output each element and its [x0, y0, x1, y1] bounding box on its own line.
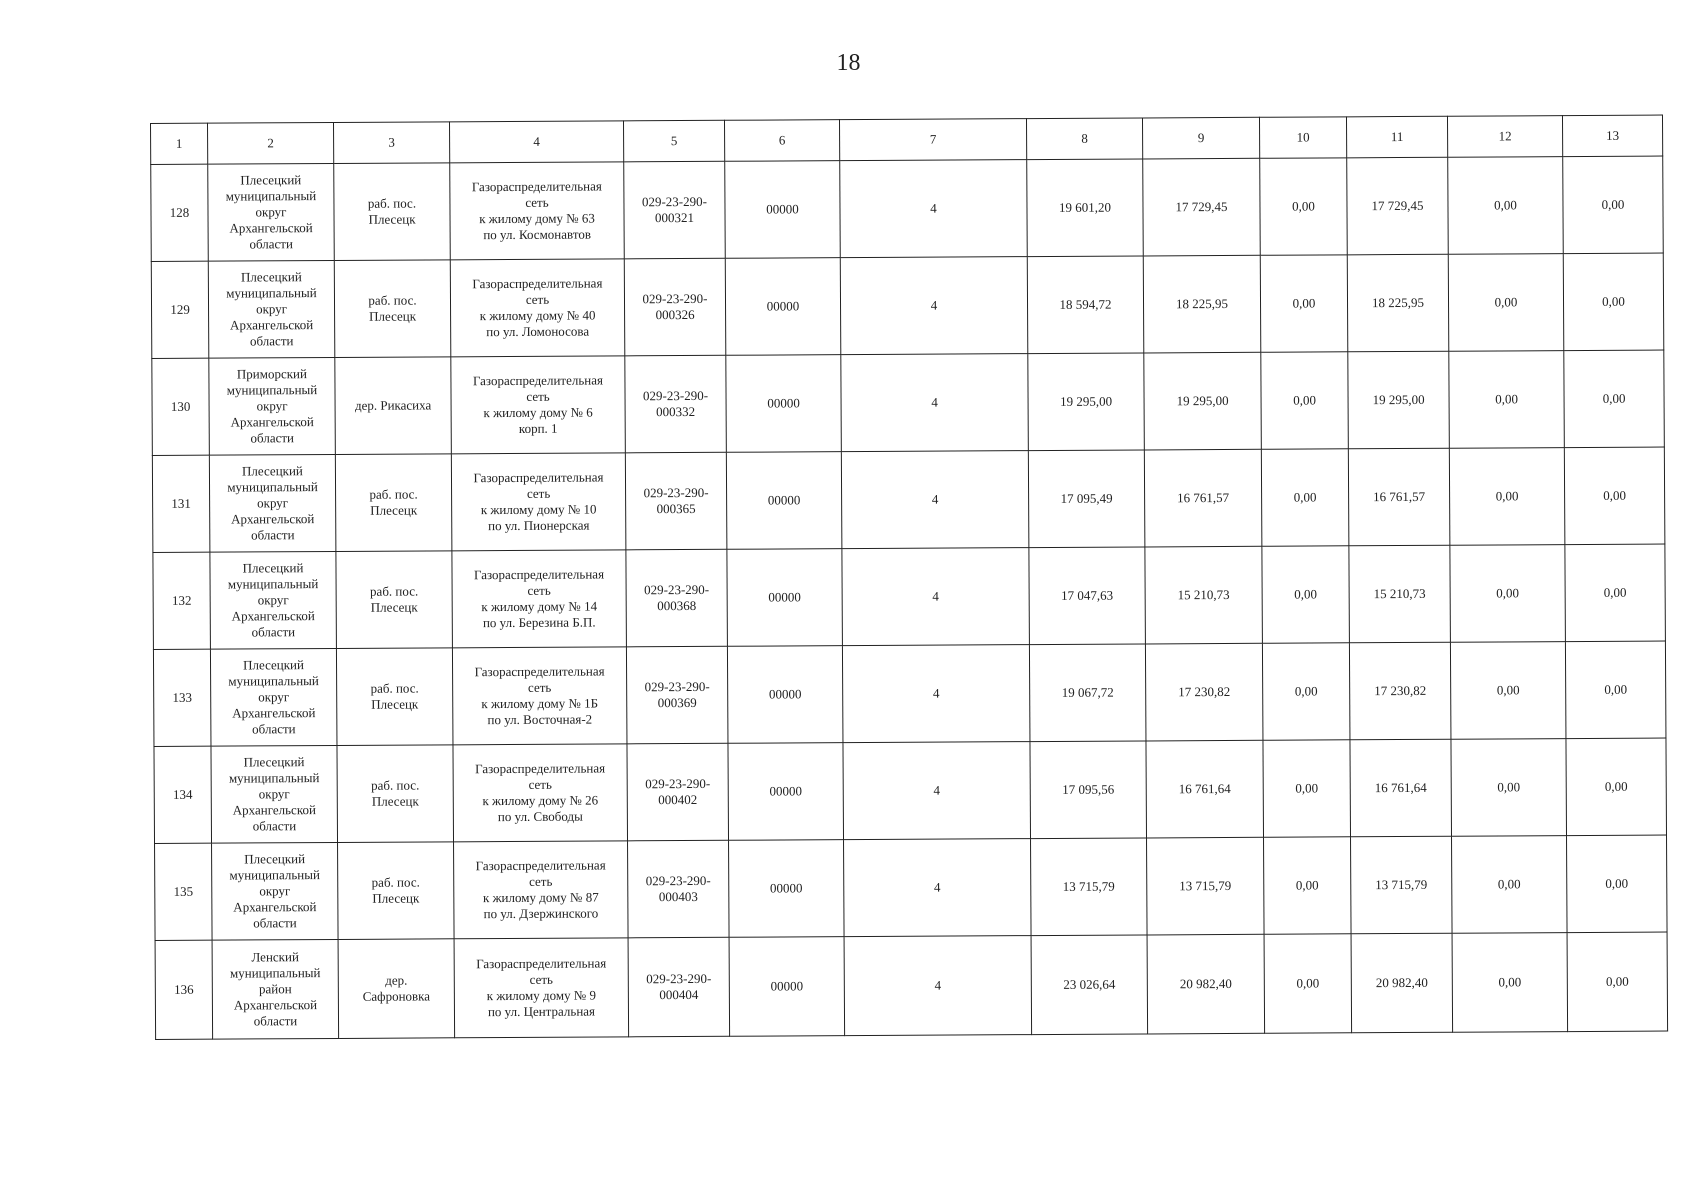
cell-object	[451, 453, 626, 551]
cell-object-line: к жилому дому № 26	[482, 792, 599, 809]
cell-value-10: 0,00	[1264, 934, 1352, 1033]
cell-object-line: Газораспределительная	[476, 955, 607, 972]
cell-value-10: 0,00	[1263, 740, 1351, 837]
cell-cadastral-line: 000368	[657, 597, 697, 614]
cell-object-line: сеть	[525, 194, 549, 210]
column-header: 12	[1447, 116, 1562, 158]
cell-municipality-line: Архангельской	[233, 997, 318, 1013]
cell-settlement-line: Плесецк	[369, 308, 417, 324]
cell-municipality-line: муниципальный	[227, 576, 319, 592]
cell-municipality	[210, 648, 337, 746]
column-header: 1	[151, 123, 208, 164]
column-header: 2	[208, 122, 334, 164]
cell-value-10: 0,00	[1262, 643, 1350, 740]
cell-value-12: 0,00	[1451, 739, 1567, 837]
cell-cadastral	[626, 646, 728, 744]
cell-municipality-line: Плесецкий	[243, 754, 305, 770]
cell-value-12: 0,00	[1450, 642, 1566, 740]
cell-settlement-line: Плесецк	[370, 502, 418, 518]
cell-settlement-line: раб. пос.	[371, 874, 420, 890]
cell-code: 00000	[727, 646, 843, 744]
cell-cadastral-line: 029-23-290-	[644, 678, 710, 695]
cell-municipality-line: Архангельской	[233, 899, 317, 915]
cell-value-12: 0,00	[1449, 351, 1565, 449]
cell-settlement	[338, 842, 455, 940]
cell-settlement	[337, 745, 454, 843]
cell-value-9: 15 210,73	[1145, 546, 1263, 644]
table-row	[153, 641, 1666, 746]
cell-settlement-line: раб. пос.	[371, 777, 420, 793]
cell-row-number: 131	[152, 455, 210, 552]
cell-row-number: 135	[155, 843, 213, 940]
cell-municipality-line: Архангельской	[231, 608, 315, 624]
cell-object	[453, 744, 628, 842]
cell-settlement	[334, 163, 451, 261]
cell-value-12: 0,00	[1450, 545, 1566, 643]
cell-municipality-line: области	[252, 818, 297, 834]
cell-value-11: 16 761,64	[1350, 739, 1452, 837]
cell-object-line: сеть	[527, 582, 551, 598]
cell-value-8: 19 295,00	[1028, 353, 1145, 451]
cell-row-number: 132	[153, 552, 211, 649]
cell-municipality-line: муниципальный	[226, 285, 317, 301]
cell-value-8: 13 715,79	[1031, 838, 1148, 936]
cell-municipality-line: Архангельской	[232, 802, 316, 818]
table-row	[152, 350, 1665, 455]
cell-municipality-line: округ	[259, 883, 291, 899]
cell-value-12: 0,00	[1452, 933, 1568, 1033]
cell-cadastral-line: 000321	[654, 209, 695, 226]
cell-object-line: к жилому дому № 63	[479, 210, 595, 227]
cell-municipality-line: области	[253, 1013, 298, 1029]
cell-row-number: 130	[152, 358, 210, 455]
cell-municipality-line: области	[251, 624, 296, 640]
cell-object-line: к жилому дому № 9	[486, 987, 597, 1004]
cell-object-line: по ул. Центральная	[487, 1003, 596, 1020]
cell-code: 00000	[725, 258, 841, 356]
table-row	[153, 544, 1666, 649]
cell-municipality-line: Плесецкий	[242, 560, 304, 576]
cell-object-line: Газораспределительная	[472, 275, 603, 292]
cell-code: 00000	[729, 840, 845, 938]
cell-object-line: по ул. Восточная-2	[487, 711, 593, 728]
cell-class: 4	[842, 645, 1030, 743]
cell-object-line: к жилому дому № 14	[481, 598, 598, 615]
cell-object-line: к жилому дому № 1Б	[481, 695, 599, 712]
cell-municipality-line: округ	[258, 689, 290, 705]
cell-value-10: 0,00	[1261, 449, 1349, 546]
cell-row-number: 134	[154, 746, 212, 843]
cell-cadastral	[628, 937, 730, 1037]
column-header: 6	[724, 120, 839, 162]
cell-value-9: 17 230,82	[1145, 643, 1263, 741]
cell-value-11: 15 210,73	[1349, 545, 1451, 643]
cell-object-line: к жилому дому № 6	[483, 404, 593, 421]
cell-municipality-line: Плесецкий	[241, 463, 303, 479]
cell-settlement	[334, 260, 451, 358]
cell-object-line: сеть	[528, 776, 552, 792]
cell-municipality-line: Плесецкий	[244, 851, 306, 867]
cell-settlement	[338, 939, 455, 1039]
cell-settlement-line: раб. пос.	[369, 583, 419, 599]
cell-row-number: 136	[155, 940, 213, 1039]
cell-municipality-line: Архангельской	[232, 705, 316, 721]
cell-value-8: 19 601,20	[1027, 159, 1144, 257]
cell-municipality	[209, 357, 336, 455]
cell-municipality-line: округ	[255, 204, 287, 220]
table-row	[152, 447, 1665, 552]
cell-value-9: 16 761,57	[1144, 449, 1262, 547]
cell-value-10: 0,00	[1260, 255, 1348, 352]
table-row	[155, 932, 1668, 1039]
cell-row-number: 128	[151, 164, 209, 261]
cell-municipality-line: муниципальный	[229, 965, 321, 981]
cell-municipality-line: округ	[258, 786, 290, 802]
data-table	[150, 115, 1668, 1040]
column-header: 9	[1142, 117, 1259, 159]
cell-settlement-line: Плесецк	[368, 211, 416, 227]
cell-settlement-line: Плесецк	[371, 696, 419, 712]
cell-value-13: 0,00	[1565, 641, 1666, 739]
cell-code: 00000	[729, 937, 845, 1037]
cell-municipality-line: Приморский	[236, 366, 307, 382]
cell-object-line: к жилому дому № 10	[480, 501, 597, 518]
cell-municipality-line: Плесецкий	[240, 172, 302, 188]
table-body	[151, 156, 1668, 1039]
cell-municipality-line: муниципальный	[227, 479, 318, 495]
cell-value-11: 18 225,95	[1347, 254, 1449, 352]
cell-cadastral-line: 029-23-290-	[641, 193, 707, 210]
cell-class: 4	[840, 160, 1028, 258]
cell-value-8: 19 067,72	[1029, 644, 1146, 742]
cell-municipality	[212, 842, 339, 940]
cell-cadastral-line: 000365	[656, 500, 696, 517]
cell-object-line: Газораспределительная	[474, 663, 605, 680]
cell-code: 00000	[725, 161, 841, 259]
cell-object-line: корп. 1	[518, 420, 558, 436]
cell-object	[451, 356, 626, 454]
cell-value-10: 0,00	[1260, 158, 1348, 255]
cell-settlement-line: дер.	[385, 972, 408, 988]
cell-code: 00000	[726, 355, 842, 453]
cell-object-line: Газораспределительная	[472, 372, 603, 389]
cell-value-9: 19 295,00	[1144, 352, 1262, 450]
cell-municipality-line: округ	[256, 398, 288, 414]
cell-municipality-line: Плесецкий	[243, 657, 304, 673]
table-row	[151, 253, 1664, 358]
cell-object	[452, 647, 627, 745]
cell-cadastral-line: 029-23-290-	[645, 775, 711, 792]
cell-object-line: по ул. Космонавтов	[483, 226, 591, 243]
cell-value-12: 0,00	[1448, 254, 1564, 352]
column-header: 13	[1562, 115, 1662, 157]
cell-object-line: Газораспределительная	[475, 760, 606, 777]
cell-cadastral	[625, 355, 727, 453]
cell-value-12: 0,00	[1449, 448, 1565, 546]
cell-object-line: по ул. Дзержинского	[483, 905, 599, 922]
cell-cadastral-line: 029-23-290-	[646, 970, 712, 987]
cell-object-line: Газораспределительная	[475, 857, 606, 874]
cell-value-13: 0,00	[1567, 835, 1668, 933]
cell-cadastral	[628, 840, 730, 938]
cell-row-number: 133	[153, 649, 211, 746]
cell-settlement-line: раб. пос.	[369, 486, 418, 502]
cell-settlement-line: раб. пос.	[367, 195, 417, 211]
cell-value-10: 0,00	[1262, 546, 1350, 643]
cell-municipality-line: Архангельской	[231, 511, 315, 527]
column-header: 10	[1259, 117, 1346, 158]
table-row	[151, 156, 1664, 261]
cell-settlement	[335, 357, 452, 455]
cell-value-13: 0,00	[1566, 738, 1667, 836]
cell-value-11: 17 729,45	[1347, 157, 1449, 255]
cell-municipality	[208, 163, 335, 261]
cell-object-line: сеть	[529, 971, 553, 987]
cell-settlement-line: дер. Рикасиха	[354, 397, 432, 413]
cell-municipality-line: муниципальный	[225, 188, 317, 204]
cell-code: 00000	[728, 743, 844, 841]
cell-value-13: 0,00	[1564, 350, 1665, 448]
cell-class: 4	[843, 742, 1031, 840]
cell-class: 4	[844, 839, 1032, 937]
cell-object-line: по ул. Березина Б.П.	[482, 614, 596, 631]
cell-object-line: Газораспределительная	[471, 178, 602, 195]
cell-value-8: 17 095,56	[1030, 741, 1147, 839]
cell-value-11: 16 761,57	[1348, 448, 1450, 546]
cell-class: 4	[841, 451, 1029, 549]
cell-cadastral-line: 000369	[657, 694, 697, 711]
cell-municipality-line: Архангельской	[229, 220, 313, 236]
cell-value-8: 23 026,64	[1031, 935, 1148, 1035]
cell-class: 4	[844, 936, 1032, 1036]
cell-code: 00000	[727, 549, 843, 647]
cell-value-12: 0,00	[1448, 157, 1564, 255]
cell-municipality-line: муниципальный	[229, 867, 320, 883]
cell-value-9: 13 715,79	[1147, 837, 1265, 935]
cell-municipality-line: области	[253, 915, 297, 931]
cell-object-line: сеть	[527, 679, 552, 695]
cell-settlement-line: Сафроновка	[362, 988, 431, 1004]
cell-object	[454, 841, 629, 939]
cell-municipality-line: области	[249, 236, 293, 252]
cell-object	[454, 938, 629, 1038]
cell-object-line: Газораспределительная	[473, 469, 604, 486]
table-row	[154, 738, 1667, 843]
cell-class: 4	[842, 548, 1030, 646]
cell-municipality-line: области	[251, 527, 295, 543]
cell-cadastral-line: 000402	[658, 791, 698, 808]
cell-settlement	[335, 454, 452, 552]
cell-value-9: 18 225,95	[1143, 255, 1261, 353]
cell-value-11: 20 982,40	[1351, 933, 1453, 1033]
cell-cadastral-line: 000403	[658, 888, 698, 905]
cell-object-line: к жилому дому № 40	[479, 307, 596, 324]
cell-cadastral-line: 000332	[656, 403, 696, 420]
cell-value-8: 17 095,49	[1028, 450, 1145, 548]
cell-municipality-line: области	[249, 333, 294, 349]
cell-settlement	[336, 551, 453, 649]
cell-value-8: 18 594,72	[1027, 256, 1144, 354]
cell-value-8: 17 047,63	[1029, 547, 1146, 645]
cell-value-11: 19 295,00	[1348, 351, 1450, 449]
column-header: 11	[1346, 116, 1447, 158]
cell-municipality-line: Ленский	[251, 949, 299, 965]
cell-cadastral-line: 000404	[659, 986, 699, 1003]
cell-value-11: 13 715,79	[1351, 836, 1453, 934]
cell-value-9: 17 729,45	[1143, 158, 1261, 256]
cell-object-line: сеть	[525, 291, 550, 307]
cell-municipality	[210, 551, 337, 649]
table-row	[155, 835, 1668, 940]
cell-settlement-line: Плесецк	[371, 793, 419, 809]
cell-municipality-line: округ	[255, 301, 288, 317]
cell-settlement-line: Плесецк	[372, 890, 420, 906]
cell-object-line: сеть	[529, 873, 553, 889]
cell-value-13: 0,00	[1564, 447, 1665, 545]
cell-object	[450, 162, 625, 260]
cell-object	[450, 259, 625, 357]
cell-cadastral	[627, 743, 729, 841]
cell-municipality-line: муниципальный	[228, 770, 320, 786]
column-header: 4	[449, 121, 623, 163]
cell-municipality-line: области	[252, 721, 296, 737]
column-header: 5	[623, 120, 724, 162]
cell-value-9: 16 761,64	[1146, 740, 1264, 838]
cell-cadastral-line: 029-23-290-	[644, 581, 710, 598]
cell-municipality-line: области	[250, 430, 295, 446]
cell-municipality-line: округ	[257, 592, 289, 608]
cell-value-10: 0,00	[1261, 352, 1349, 449]
table-container	[150, 115, 1665, 1040]
cell-cadastral-line: 029-23-290-	[645, 872, 711, 889]
cell-value-13: 0,00	[1567, 932, 1668, 1032]
column-header: 7	[839, 119, 1026, 161]
cell-value-11: 17 230,82	[1349, 642, 1451, 740]
cell-row-number: 129	[151, 261, 209, 358]
cell-cadastral-line: 000326	[655, 306, 695, 323]
cell-class: 4	[840, 257, 1028, 355]
column-header: 3	[333, 122, 449, 164]
cell-settlement-line: раб. пос.	[370, 680, 419, 696]
cell-cadastral	[626, 549, 728, 647]
cell-municipality-line: муниципальный	[228, 673, 319, 689]
cell-cadastral	[624, 258, 726, 356]
cell-value-13: 0,00	[1563, 156, 1664, 254]
cell-municipality	[211, 745, 338, 843]
cell-settlement-line: Плесецк	[370, 599, 418, 615]
cell-municipality-line: муниципальный	[226, 382, 318, 398]
cell-municipality-line: район	[258, 981, 292, 997]
cell-value-12: 0,00	[1452, 836, 1568, 934]
cell-municipality-line: Архангельской	[229, 317, 314, 333]
cell-cadastral	[625, 452, 727, 550]
page-number: 18	[836, 50, 861, 76]
cell-cadastral-line: 029-23-290-	[643, 484, 709, 501]
column-header: 8	[1026, 118, 1142, 160]
cell-value-9: 20 982,40	[1147, 934, 1265, 1034]
cell-municipality-line: округ	[257, 495, 289, 511]
cell-settlement	[336, 648, 453, 746]
cell-value-13: 0,00	[1565, 544, 1666, 642]
cell-value-13: 0,00	[1563, 253, 1664, 351]
cell-value-10: 0,00	[1264, 837, 1352, 934]
cell-object-line: к жилому дому № 87	[482, 889, 599, 906]
cell-municipality	[208, 260, 335, 358]
cell-cadastral-line: 029-23-290-	[642, 387, 709, 404]
cell-municipality-line: Архангельской	[230, 414, 314, 430]
cell-municipality-line: Плесецкий	[240, 269, 302, 285]
cell-municipality	[209, 454, 336, 552]
cell-cadastral	[624, 161, 726, 259]
cell-object	[452, 550, 627, 648]
cell-object-line: по ул. Свободы	[497, 808, 583, 825]
cell-cadastral-line: 029-23-290-	[642, 290, 708, 307]
cell-object-line: Газораспределительная	[473, 566, 605, 583]
cell-object-line: сеть	[526, 388, 550, 404]
cell-object-line: по ул. Пионерская	[488, 517, 590, 534]
cell-object-line: сеть	[526, 485, 551, 501]
cell-object-line: по ул. Ломоносова	[486, 323, 590, 340]
cell-municipality	[212, 939, 339, 1039]
cell-code: 00000	[726, 452, 842, 550]
cell-settlement-line: раб. пос.	[368, 292, 417, 308]
cell-class: 4	[841, 354, 1029, 452]
